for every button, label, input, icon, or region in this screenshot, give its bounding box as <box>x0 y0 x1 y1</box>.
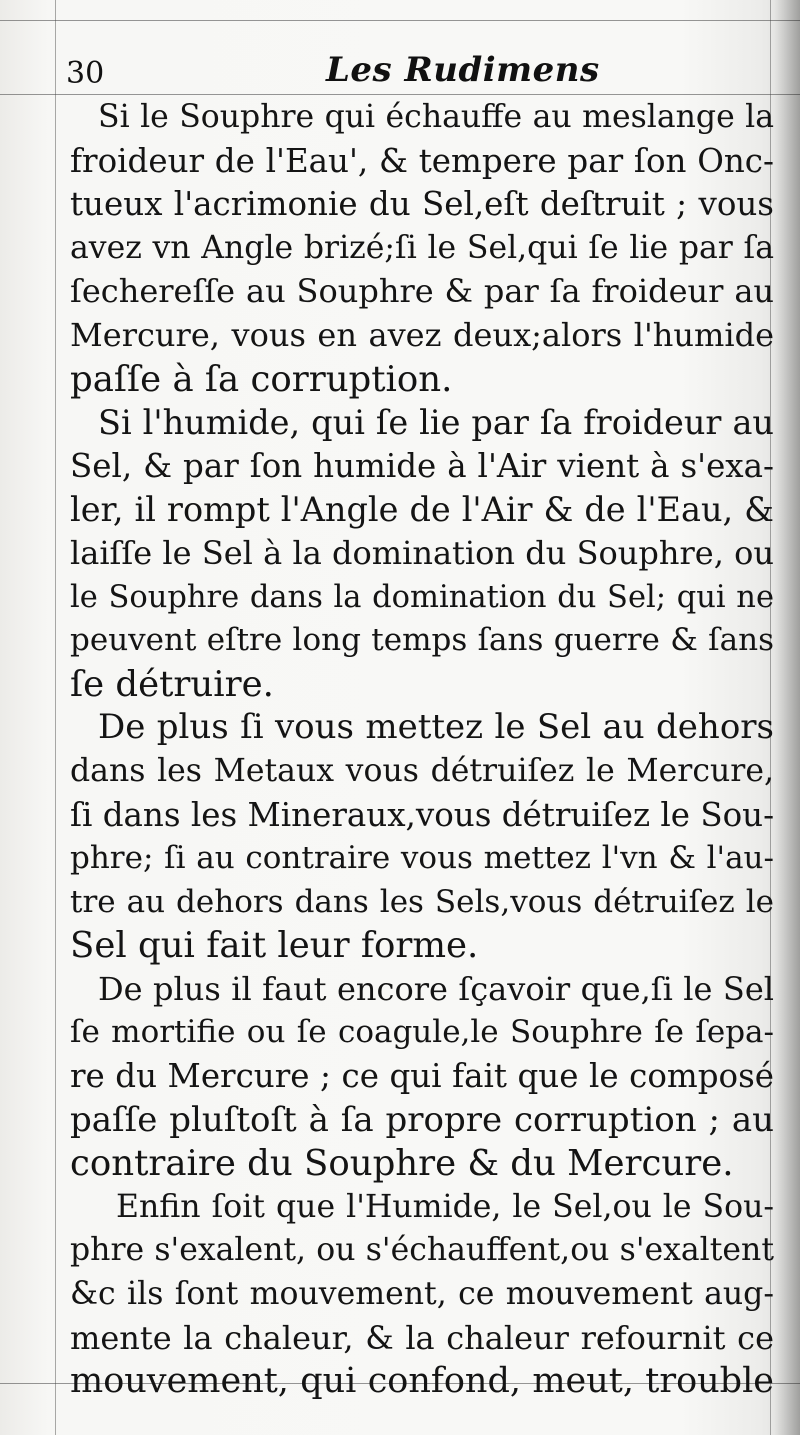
text-line: phre; ſi au contraire vous mettez l'vn & l'au- <box>70 840 774 877</box>
scan-rule-left <box>55 0 56 1435</box>
text-line: re du Mercure ; ce qui fait que le composé <box>70 1057 774 1096</box>
text-line: Si l'humide, qui ſe lie par ſa froideur au <box>98 403 774 443</box>
text-line: ſe mortifie ou ſe coagule,le Souphre ſe ſepa- <box>70 1014 774 1051</box>
text-line: Mercure, vous en avez deux;alors l'humide <box>70 315 774 354</box>
text-line: ſe détruire. <box>70 663 274 705</box>
text-line: tre au dehors dans les Sels,vous détruiſez le <box>70 883 774 920</box>
text-line: contraire du Souphre & du Mercure. <box>70 1143 734 1185</box>
text-line: paſſe à ſa corruption. <box>70 358 453 400</box>
page-number: 30 <box>66 56 105 91</box>
text-line: De plus ſi vous mettez le Sel au dehors <box>98 707 774 748</box>
text-line: &c ils ſont mouvement, ce mouvement aug- <box>70 1276 774 1313</box>
text-line: ſi dans les Mineraux,vous détruiſez le Sou- <box>70 795 775 834</box>
text-line: peuvent eſtre long temps ſans guerre & ſans <box>70 622 774 659</box>
text-line: le Souphre dans la domination du Sel; qui ne <box>70 579 774 615</box>
text-line: ſechereſſe au Souphre & par ſa froideur au <box>70 272 774 311</box>
text-line: mouvement, qui confond, meut, trouble <box>70 1361 774 1402</box>
text-line: ler, il rompt l'Angle de l'Air & de l'Eau, & <box>70 490 774 530</box>
scan-rule-top <box>0 20 800 21</box>
running-head: Les Rudimens <box>326 50 600 90</box>
text-line: Sel qui fait leur forme. <box>70 925 479 967</box>
text-line: De plus il faut encore ſçavoir que,ſi le Sel <box>98 969 774 1008</box>
text-line: paſſe pluſtoſt à ſa propre corruption ; au <box>70 1099 774 1140</box>
body-text <box>70 96 774 1404</box>
text-line: laiſſe le Sel à la domination du Souphre, ou <box>70 533 774 572</box>
scan-rule-header <box>0 94 800 95</box>
text-line: tueux l'acrimonie du Sel,eſt deſtruit ; vous <box>70 185 774 224</box>
text-line: mente la chaleur, & la chaleur refournit ce <box>70 1318 774 1357</box>
page-edge-shadow <box>774 0 800 1435</box>
text-line: Si le Souphre qui échauffe au meslange la <box>98 99 774 135</box>
text-line: Sel, & par ſon humide à l'Air vient à s'exa- <box>70 446 774 485</box>
text-line: dans les Metaux vous détruiſez le Mercure, <box>70 752 774 789</box>
text-line: Enfin ſoit que l'Humide, le Sel,ou le Sou- <box>116 1188 774 1225</box>
text-line: avez vn Angle brizé;ſi le Sel,qui ſe lie par ſa <box>70 229 774 266</box>
text-line: phre s'exalent, ou s'échauffent,ou s'exaltent <box>70 1232 774 1269</box>
page-header <box>64 42 764 92</box>
text-line: froideur de l'Eau', & tempere par ſon Onc- <box>70 141 774 180</box>
